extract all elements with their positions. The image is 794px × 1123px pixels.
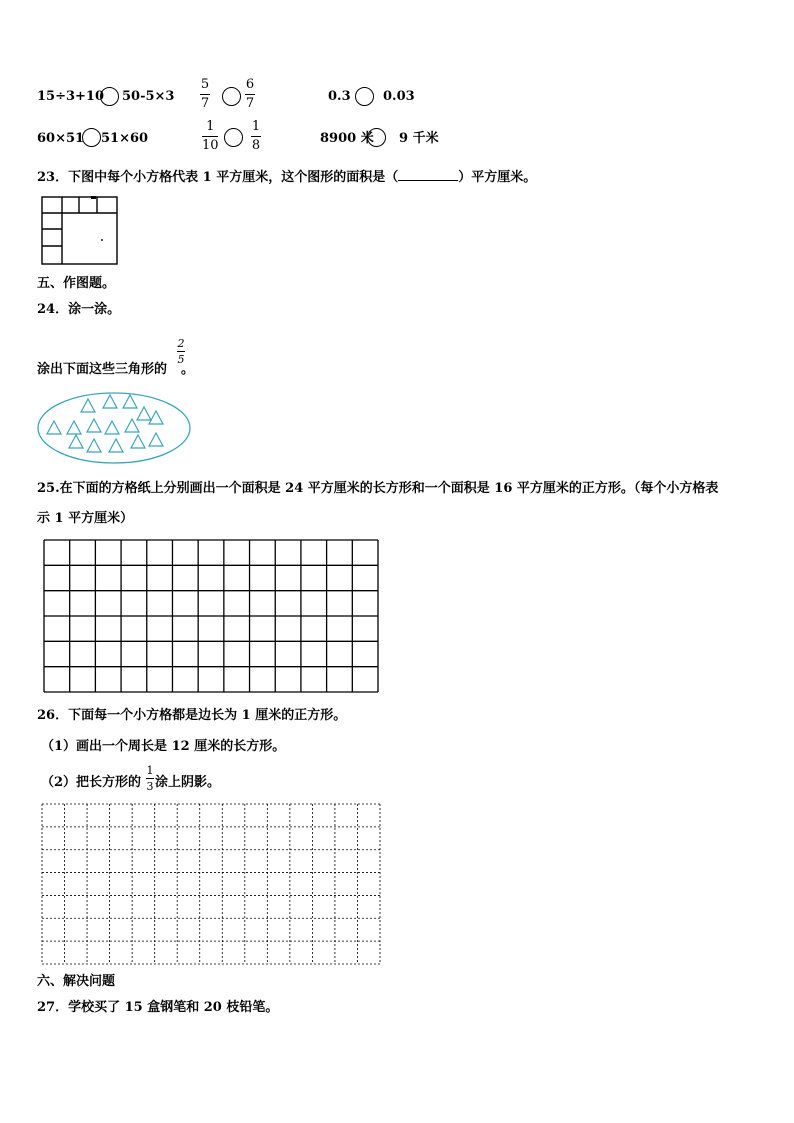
- triangle[interactable]: [81, 399, 95, 412]
- answer-blank[interactable]: [398, 168, 458, 181]
- triangle[interactable]: [67, 421, 81, 434]
- numerator: 1: [146, 764, 154, 777]
- compare-circle[interactable]: [82, 128, 101, 147]
- triangle[interactable]: [47, 421, 61, 434]
- q26-dotted-grid[interactable]: [40, 802, 384, 968]
- numerator: 6: [245, 77, 255, 92]
- q24-title: 24．涂一涂。: [37, 302, 121, 317]
- denominator: 7: [200, 96, 210, 111]
- triangle[interactable]: [149, 433, 163, 446]
- section-5-heading: 五、作图题。: [37, 276, 116, 291]
- compare-circle[interactable]: [355, 87, 374, 106]
- q25-line1: 25.在下面的方格纸上分别画出一个面积是 24 平方厘米的长方形和一个面积是 16 平方厘米的正方形。（每个小方格表: [37, 481, 719, 496]
- q27-text: 27．学校买了 15 盒钢笔和 20 枝铅笔。: [37, 1000, 279, 1015]
- triangle[interactable]: [149, 411, 163, 424]
- compare-r2-b: 51×60: [101, 131, 149, 146]
- triangle[interactable]: [125, 419, 139, 432]
- triangle[interactable]: [105, 421, 119, 434]
- compare-r1-d: 0.03: [383, 89, 415, 104]
- fraction-1-8: [251, 120, 261, 153]
- compare-r2-a: 60×51: [37, 131, 85, 146]
- compare-circle[interactable]: [100, 87, 119, 106]
- q23-text: [37, 168, 536, 186]
- fraction-2-5: [177, 338, 185, 365]
- section-6-heading: 六、解决问题: [37, 974, 116, 989]
- q26-part2-after: 涂上阴影。: [155, 775, 221, 790]
- denominator: 10: [202, 138, 219, 153]
- fraction-1-10: [202, 120, 219, 153]
- triangle[interactable]: [103, 395, 117, 408]
- numerator: 5: [200, 77, 210, 92]
- denominator: 7: [245, 96, 255, 111]
- numerator: 2: [177, 337, 185, 350]
- q23-text-after: ）平方厘米。: [458, 170, 537, 185]
- fraction-5-7: [200, 78, 210, 111]
- q24-triangles-oval: [36, 390, 198, 468]
- fraction-1-3: [146, 765, 154, 792]
- triangle[interactable]: [109, 439, 123, 452]
- compare-r1-c: 0.3: [328, 89, 351, 104]
- q25-line2: 示 1 平方厘米）: [37, 511, 134, 526]
- q23-text-before: 23．下图中每个小方格代表 1 平方厘米，这个图形的面积是（: [37, 170, 399, 185]
- q24-text: [37, 362, 194, 378]
- q25-grid[interactable]: [42, 538, 382, 696]
- q26-title: 26．下面每一个小方格都是边长为 1 厘米的正方形。: [37, 708, 347, 723]
- q24-text-main: 涂出下面这些三角形的: [37, 362, 168, 377]
- q26-part2-before: （2）把长方形的: [41, 775, 142, 790]
- compare-r1-b: 50-5×3: [122, 89, 175, 104]
- triangle[interactable]: [123, 395, 137, 408]
- triangle[interactable]: [131, 435, 145, 448]
- numerator: 1: [206, 119, 215, 134]
- compare-circle[interactable]: [222, 87, 241, 106]
- q26-part1: （1）画出一个周长是 12 厘米的长方形。: [41, 739, 286, 754]
- denominator: 3: [146, 780, 154, 793]
- compare-circle[interactable]: [224, 128, 243, 147]
- denominator: 8: [251, 138, 261, 153]
- q23-figure: [38, 194, 120, 268]
- numerator: 1: [251, 119, 261, 134]
- compare-r2-d: 9 千米: [399, 131, 439, 146]
- triangle[interactable]: [87, 439, 101, 452]
- triangle[interactable]: [69, 435, 83, 448]
- triangle[interactable]: [87, 419, 101, 432]
- compare-r2-c: 8900 米: [320, 131, 374, 146]
- fraction-6-7: [245, 78, 255, 111]
- denominator: 5: [177, 353, 185, 366]
- compare-circle[interactable]: [367, 128, 386, 147]
- q24-text-end: 。: [181, 362, 195, 377]
- q26-part2: [41, 775, 220, 791]
- compare-r1-a: 15÷3+10: [37, 89, 105, 104]
- triangle[interactable]: [137, 407, 151, 420]
